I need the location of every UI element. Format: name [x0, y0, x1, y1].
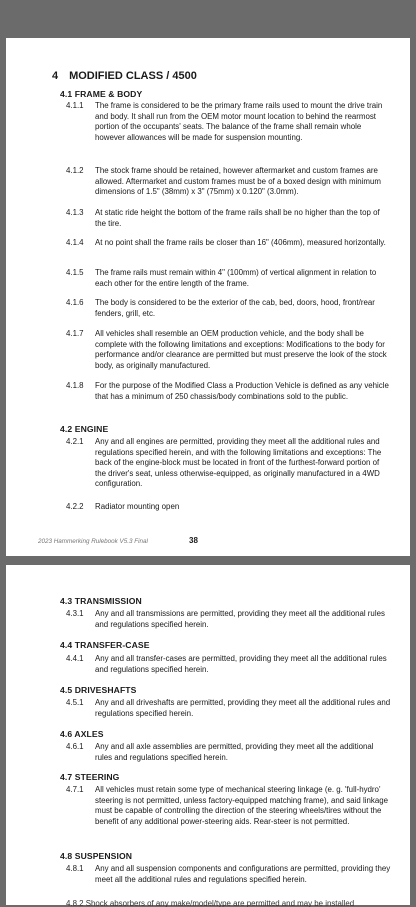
- document-page-2: [6, 565, 410, 905]
- clause-number: 4.1.7: [66, 329, 84, 338]
- clause-number: 4.2.2: [66, 502, 84, 511]
- section-heading: 4.2 ENGINE: [60, 424, 109, 434]
- section-heading: 4.3 TRANSMISSION: [60, 596, 142, 606]
- clause-text: The frame is considered to be the primary frame rails used to mount the drive train and body. It shall run from the OEM motor mount location to behind the rearmost portion of the occupants' seats. The balance of the frame shall remain whole however allowances will be made for suspension mounting.: [95, 101, 383, 142]
- page-footer: 2023 Hammerking Rulebook V5.3 Final: [38, 538, 148, 545]
- clause: [66, 864, 392, 885]
- clause-text: Any and all driveshafts are permitted, providing they meet all the additional rules and regulations specified herein.: [95, 698, 391, 718]
- clause-text: For the purpose of the Modified Class a Production Vehicle is defined as any vehicle that has a minimum of 250 chassis/body combinations sold to the public.: [95, 381, 389, 401]
- chapter-heading: [52, 70, 197, 82]
- clause: [66, 166, 392, 198]
- clause-text: The frame rails must remain within 4" (100mm) of vertical alignment in relation to each other for the entire length of the frame.: [95, 268, 377, 288]
- clause-text: Any and all suspension components and configurations are permitted, providing they meet all the additional rules and regulations specified herein.: [95, 864, 391, 884]
- clause-text: Radiator mounting open: [95, 502, 180, 511]
- clause-number: 4.6.1: [66, 742, 84, 751]
- clause: [66, 298, 392, 319]
- cutoff-clause: 4.8.2 Shock absorbers of any make/model/type are permitted and may be installed: [66, 899, 355, 907]
- document-page-1: [6, 38, 410, 556]
- clause-number: 4.8.1: [66, 864, 84, 873]
- clause: [66, 609, 392, 630]
- clause: [66, 698, 392, 719]
- clause-text: Any and all transmissions are permitted, providing they meet all the additional rules and regulations specified herein.: [95, 609, 385, 629]
- clause-text: Any and all engines are permitted, providing they meet all the additional rules and regulations specified herein, and with the following limitations and exceptions: The back of the engine-block must be located in front of the furthest-forward portion of the driver's seat, unless otherwise-equipped, as originally manufactured in a 4WD configuration.: [95, 437, 382, 489]
- clause: [66, 329, 392, 371]
- clause-text: All vehicles shall resemble an OEM production vehicle, and the body shall be complete with the following limitations and exceptions: Modifications to the body for performance and/or clearance are permitted but must preserve the look of the stock body, as originally manufactured.: [95, 329, 387, 370]
- clause: [66, 381, 392, 402]
- page-number: 38: [189, 536, 198, 545]
- section-heading: 4.1 FRAME & BODY: [60, 89, 143, 99]
- clause-text: Any and all axle assemblies are permitted, providing they meet all the additional rules and regulations specified herein.: [95, 742, 374, 762]
- clause: [66, 654, 392, 675]
- section-heading: 4.4 TRANSFER-CASE: [60, 640, 150, 650]
- clause: [66, 238, 392, 249]
- clause: [66, 742, 392, 763]
- clause-text: Any and all transfer-cases are permitted, providing they meet all the additional rules and regulations specified herein.: [95, 654, 387, 674]
- clause-text: At no point shall the frame rails be closer than 16" (406mm), measured horizontally.: [95, 238, 386, 247]
- clause-number: 4.1.3: [66, 208, 84, 217]
- chapter-number: 4: [52, 70, 59, 82]
- clause: [66, 101, 392, 143]
- clause-number: 4.1.5: [66, 268, 84, 277]
- clause-number: 4.1.6: [66, 298, 84, 307]
- clause-number: 4.1.2: [66, 166, 84, 175]
- clause-number: 4.5.1: [66, 698, 84, 707]
- clause-number: 4.1.8: [66, 381, 84, 390]
- section-heading: 4.7 STEERING: [60, 772, 120, 782]
- chapter-title: MODIFIED CLASS / 4500: [69, 70, 197, 82]
- section-heading: 4.5 DRIVESHAFTS: [60, 685, 137, 695]
- clause-number: 4.4.1: [66, 654, 84, 663]
- clause-number: 4.1.4: [66, 238, 84, 247]
- clause-number: 4.7.1: [66, 785, 84, 794]
- section-heading: 4.8 SUSPENSION: [60, 851, 133, 861]
- clause-text: The body is considered to be the exterior of the cab, bed, doors, hood, front/rear fenders, grill, etc.: [95, 298, 375, 318]
- clause: [66, 785, 392, 827]
- clause-number: 4.3.1: [66, 609, 84, 618]
- clause-number: 4.1.1: [66, 101, 84, 110]
- clause-text: At static ride height the bottom of the frame rails shall be no higher than the top of the tire.: [95, 208, 380, 228]
- clause-text: All vehicles must retain some type of mechanical steering linkage (e. g. 'full-hydro' steering is not permitted, unless factory-equipped matching frame), and said linkage must be capable of controlling the direction of the steering wheels/tires without the benefit of any additional power-steering aids. Rear-steer is not permitted.: [95, 785, 388, 826]
- clause: [66, 502, 392, 513]
- clause: [66, 437, 392, 490]
- clause: [66, 208, 392, 229]
- clause-number: 4.2.1: [66, 437, 84, 446]
- clause-text: The stock frame should be retained, however aftermarket and custom frames are allowed. Aftermarket and custom frames must be of a boxed design with minimum dimensions of 1.5" (38mm) x 3" (75mm) x 0.120" (3.0mm).: [95, 166, 381, 197]
- clause: [66, 268, 392, 289]
- section-heading: 4.6 AXLES: [60, 729, 104, 739]
